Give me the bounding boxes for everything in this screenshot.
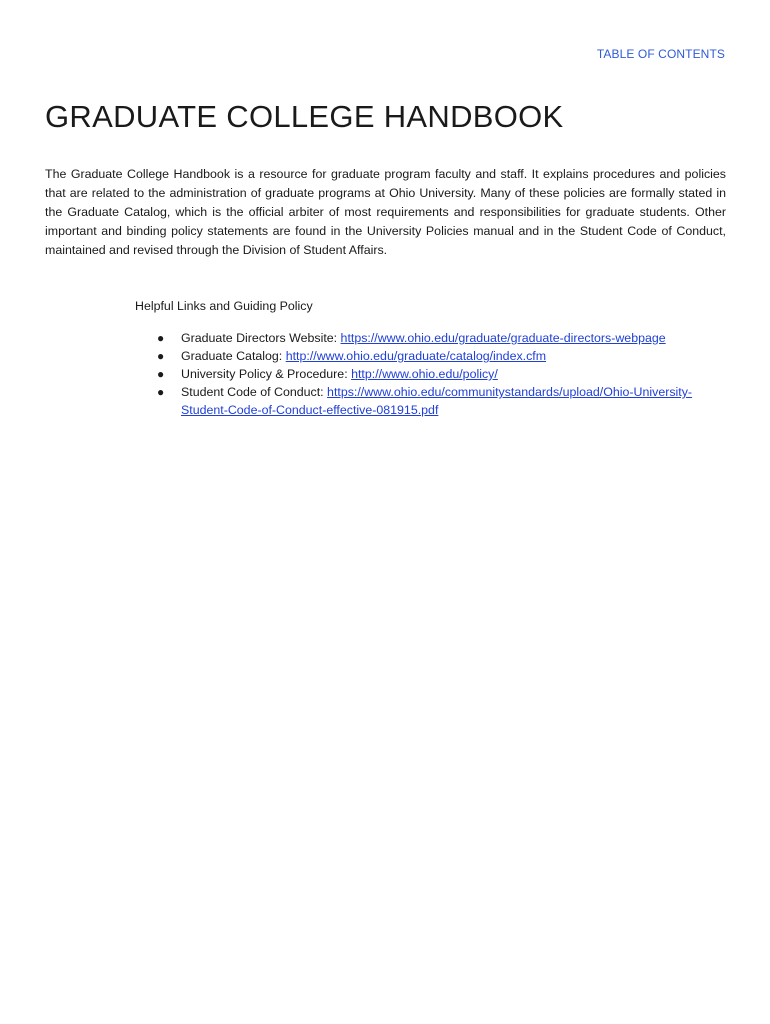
list-item-graduate-catalog xyxy=(145,347,726,365)
list-item-graduate-directors xyxy=(145,329,726,347)
list-item-student-code xyxy=(145,383,726,419)
link-label: University Policy & Procedure: xyxy=(181,367,352,381)
bullet-icon: ● xyxy=(157,367,165,381)
bullet-icon: ● xyxy=(157,385,165,399)
link-label: Student Code of Conduct: xyxy=(181,385,328,399)
graduate-directors-link[interactable]: https://www.ohio.edu/graduate/graduate-directors-webpage xyxy=(340,331,666,345)
links-heading: Helpful Links and Guiding Policy xyxy=(135,299,313,313)
link-label: Graduate Catalog: xyxy=(181,349,286,363)
page-title: GRADUATE COLLEGE HANDBOOK xyxy=(45,99,564,134)
links-list xyxy=(145,329,726,419)
student-code-link[interactable]: https://www.ohio.edu/communitystandards/upload/Ohio-University-Student-Code-of-Conduct-effective-081915.pdf xyxy=(181,385,693,417)
link-label: Graduate Directors Website: xyxy=(181,331,341,345)
list-item-university-policy xyxy=(145,365,726,383)
graduate-catalog-link[interactable]: http://www.ohio.edu/graduate/catalog/index.cfm xyxy=(285,349,547,363)
bullet-icon: ● xyxy=(157,331,165,345)
intro-paragraph: The Graduate College Handbook is a resource for graduate program faculty and staff. It explains procedures and policies that are related to the administration of graduate programs at Ohio University. Many of these policies are formally stated in the Graduate Catalog, which is the official arbiter of most requirements and responsibilities for graduate students. Other important and binding policy statements are found in the University Policies manual and in the Student Code of Conduct, maintained and revised through the Division of Student Affairs. xyxy=(45,167,726,257)
university-policy-link[interactable]: http://www.ohio.edu/policy/ xyxy=(351,367,498,381)
table-of-contents-link[interactable]: TABLE OF CONTENTS xyxy=(596,47,725,61)
bullet-icon: ● xyxy=(157,349,165,363)
